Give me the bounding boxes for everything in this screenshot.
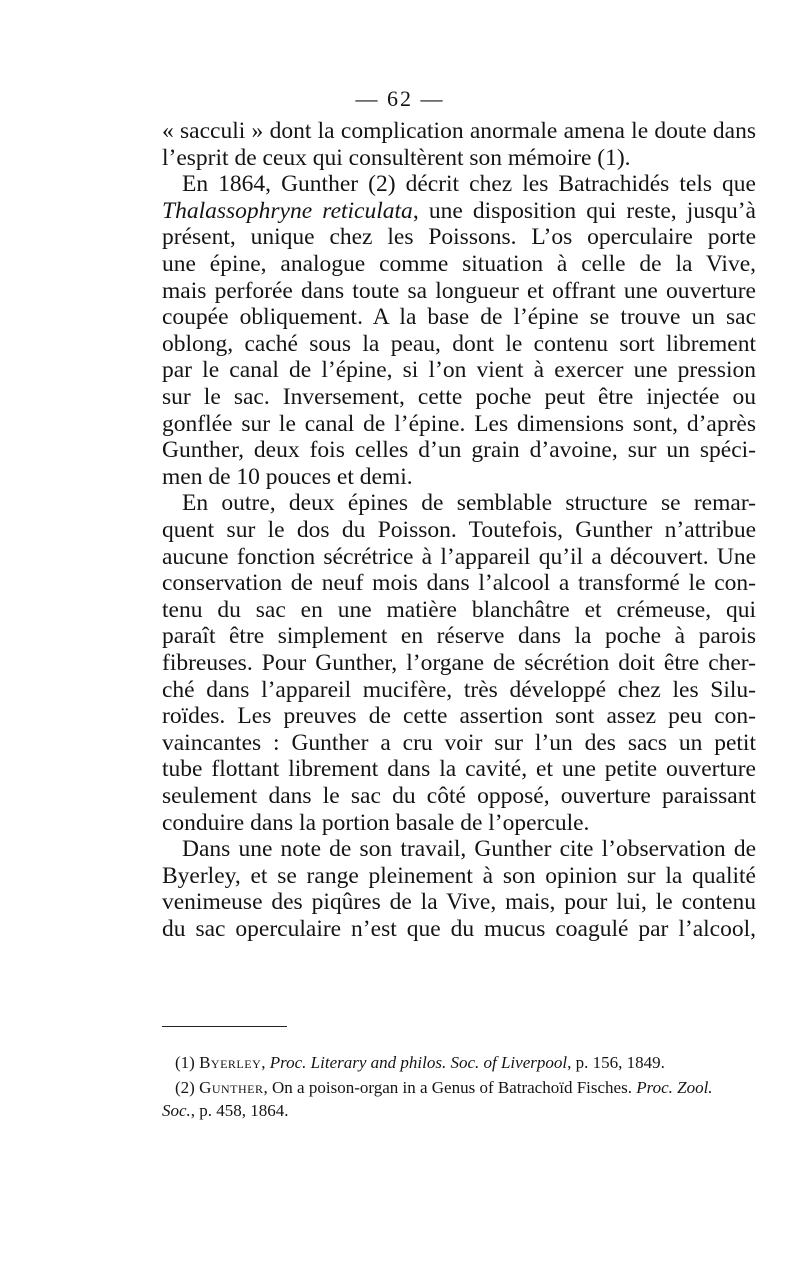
text-line xyxy=(162,303,756,331)
text-line xyxy=(162,649,756,677)
text-line xyxy=(162,676,756,704)
text-run: seulement dans le sac du côté opposé, ouverture paraissant xyxy=(162,783,756,809)
text-run: sur le sac. Inversement, cette poche peut être injectée ou xyxy=(162,384,756,410)
text-run: venimeuse des piqûres de la Vive, mais, pour lui, le contenu xyxy=(162,889,756,916)
text-line xyxy=(162,250,756,278)
text-run: coupée obliquement. A la base de l’épine se trouve un sac xyxy=(162,304,756,331)
text-line xyxy=(162,144,756,172)
text-run: fibreuses. Pour Gunther, l’organe de sécrétion doit être cher- xyxy=(162,650,756,676)
text-run: l’esprit de ceux qui consultèrent son mémoire (1). xyxy=(162,144,631,171)
text-run: , On a poison-organ in a Genus of Batrachoïd Fisches. xyxy=(263,1078,637,1097)
text-line xyxy=(162,915,756,943)
footnote-line xyxy=(175,1052,755,1076)
text-run: (1) xyxy=(175,1053,200,1072)
page-number: — 62 — xyxy=(355,86,445,111)
text-run: , p. 458, 1864. xyxy=(190,1101,289,1120)
text-line xyxy=(162,543,756,571)
text-run: vaincantes : Gunther a cru voir sur l’un des sacs un petit xyxy=(162,729,756,756)
italic-text: Proc. Zool. xyxy=(636,1078,713,1097)
text-line xyxy=(162,117,756,145)
text-run: (2) xyxy=(175,1078,200,1097)
text-run: En 1864, Gunther (2) décrit chez les Batrachidés tels que xyxy=(182,171,756,198)
text-run: tenu du sac en une matière blanchâtre et crémeuse, qui xyxy=(162,596,756,623)
footnote-rule xyxy=(162,1026,287,1027)
text-run: mais perforée dans toute sa longueur et offrant une ouverture xyxy=(162,277,756,304)
text-run: , une disposition qui reste, jusqu’à xyxy=(412,197,756,224)
text-run: présent, unique chez les Poissons. L’os operculaire porte xyxy=(162,224,756,251)
text-run: , p. 156, 1849. xyxy=(567,1053,665,1072)
text-run: roïdes. Les preuves de cette assertion sont assez peu con- xyxy=(162,703,756,730)
text-line xyxy=(162,410,756,438)
text-line xyxy=(182,835,756,863)
text-line xyxy=(162,596,756,624)
text-line xyxy=(162,197,756,225)
text-line xyxy=(162,223,756,251)
text-run: men de 10 pouces et demi. xyxy=(162,463,413,490)
text-run: gonflée sur le canal de l’épine. Les dimensions sont, d’après xyxy=(162,410,756,437)
italic-text: Soc. xyxy=(162,1101,191,1120)
text-run: conduire dans la portion basale de l’opercule. xyxy=(162,809,590,836)
text-line xyxy=(162,330,756,358)
text-run: « sacculi » dont la complication anormale amena le doute dans xyxy=(162,118,756,144)
text-line xyxy=(162,622,756,650)
text-run: conservation de neuf mois dans l’alcool a transformé le con- xyxy=(162,570,756,597)
text-run: Dans une note de son travail, Gunther cite l’observation de xyxy=(182,836,756,863)
text-run: par le canal de l’épine, si l’on vient à exercer une pression xyxy=(162,357,756,384)
author-name: Byerley xyxy=(199,1053,262,1072)
text-line xyxy=(162,809,756,837)
text-line xyxy=(162,356,756,384)
text-line xyxy=(162,516,756,544)
text-run: En outre, deux épines de semblable structure se remar- xyxy=(182,490,756,517)
text-run: oblong, caché sous la peau, dont le contenu sort librement xyxy=(162,330,756,357)
text-run: , xyxy=(261,1053,270,1072)
author-name: Gunther xyxy=(199,1078,264,1097)
text-run: une épine, analogue comme situation à celle de la Vive, xyxy=(162,251,756,277)
footnote-line xyxy=(162,1100,742,1124)
text-line xyxy=(182,489,756,517)
footnote-line xyxy=(175,1077,755,1101)
text-line xyxy=(162,862,756,890)
text-line xyxy=(162,782,756,810)
text-line xyxy=(162,888,756,916)
italic-text: Thalassophryne reticulata xyxy=(162,197,413,224)
text-run: paraît être simplement en réserve dans la poche à parois xyxy=(162,623,756,650)
text-line xyxy=(162,463,756,491)
text-line xyxy=(162,383,756,411)
text-run: du sac operculaire n’est que du mucus coagulé par l’alcool, xyxy=(162,916,756,942)
text-run: aucune fonction sécrétrice à l’appareil qu’il a découvert. Une xyxy=(162,543,756,570)
text-line xyxy=(162,277,756,305)
text-run: ché dans l’appareil mucifère, très développé chez les Silu- xyxy=(162,676,756,703)
text-run: tube flottant librement dans la cavité, et une petite ouverture xyxy=(162,756,756,783)
text-run: quent sur le dos du Poisson. Toutefois, Gunther n’attribue xyxy=(162,517,756,543)
text-line xyxy=(162,729,756,757)
italic-text: Proc. Literary and philos. Soc. of Liverpool xyxy=(269,1053,568,1072)
text-line xyxy=(162,436,756,464)
text-line xyxy=(162,755,756,783)
text-run: Byerley, et se range pleinement à son opinion sur la qualité xyxy=(162,862,756,889)
text-line xyxy=(162,702,756,730)
text-run: Gunther, deux fois celles d’un grain d’avoine, sur un spéci- xyxy=(162,437,756,464)
text-line xyxy=(182,170,756,198)
text-line xyxy=(162,569,756,597)
